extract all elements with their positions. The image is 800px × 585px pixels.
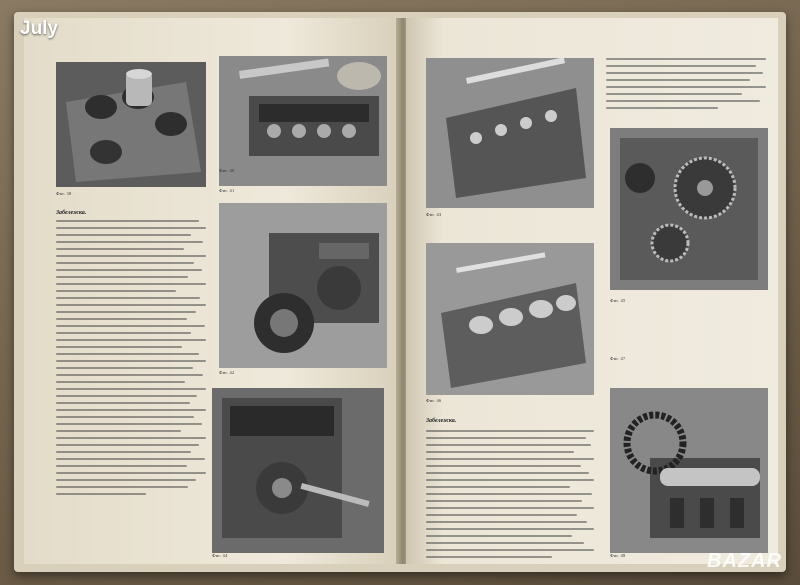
figure-caption: Фиг. 48 [610,553,626,558]
figure-caption: Фиг. 46 [426,398,442,403]
body-text-column [56,220,206,500]
note-label: Забележка. [426,418,457,424]
right-page [406,18,778,564]
photo-engine-block-cylinders [56,62,206,187]
photo-camshaft-cylinder-head [426,243,594,395]
photo-cylinder-head-removal [219,56,387,186]
crankshaft-pulley-illustration [219,203,387,368]
camshaft-cylinder-head-illustration [426,243,594,395]
body-text-column-top [606,58,766,114]
photo-camshaft-sprocket [610,388,768,553]
photo-timing-chain [610,128,768,290]
figure-caption: Фиг. 43 [426,212,442,217]
figure-caption: Фиг. 42 [219,370,235,375]
engine-block-cylinders-illustration [56,62,206,187]
photo-engine-block-tool [212,388,384,553]
engine-block-tool-illustration [212,388,384,553]
site-watermark-bottom: BAZAR [707,550,782,572]
note-label: Забележка. [56,210,87,216]
open-book [14,12,786,572]
figure-caption: Фиг. 40 [219,168,235,173]
body-text-column-bottom [426,430,594,563]
camshaft-sprocket-illustration [610,388,768,553]
photo-crankshaft-pulley [219,203,387,368]
figure-caption: Фиг. 38 [56,191,72,196]
figure-caption: Фиг. 41 [219,188,235,193]
cylinder-head-removal-illustration [219,56,387,186]
left-page [24,18,399,564]
valve-cover-bolts-illustration [426,58,594,208]
photo-valve-cover-bolts [426,58,594,208]
figure-caption: Фиг. 44 [212,553,228,558]
seller-watermark-top: July [20,18,59,39]
figure-caption: Фиг. 47 [610,356,626,361]
timing-chain-illustration [610,128,768,290]
figure-caption: Фиг. 45 [610,298,626,303]
